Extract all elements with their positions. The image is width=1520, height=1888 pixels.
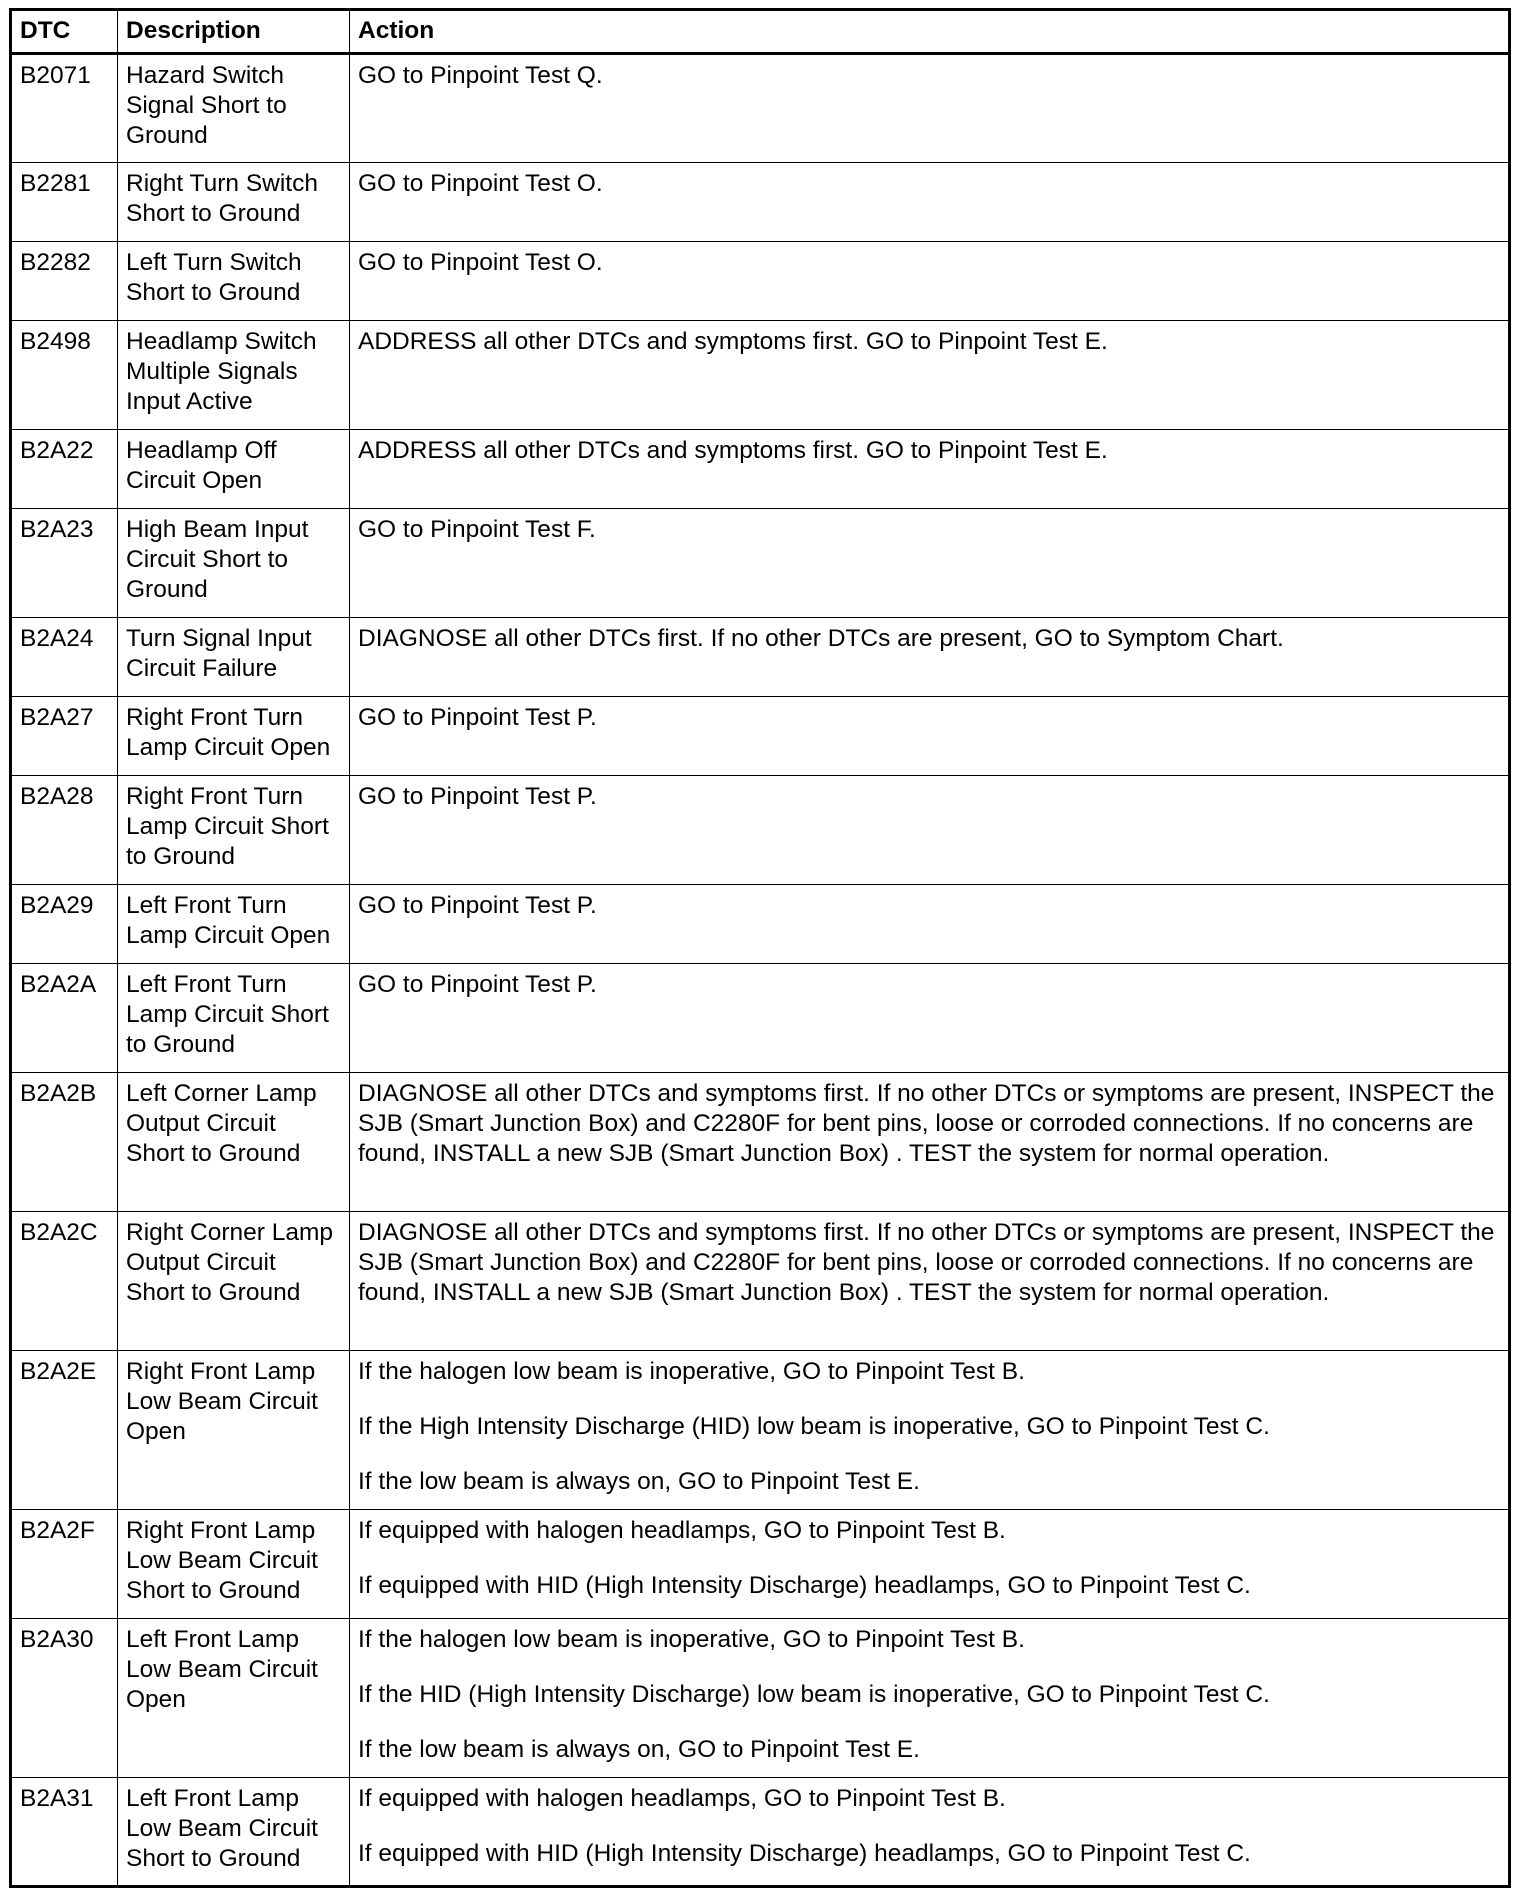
dtc-code: B2A27 — [11, 697, 118, 776]
action-text: If the low beam is always on, GO to Pinpoint Test E. — [358, 1736, 920, 1763]
table-row — [11, 697, 1510, 776]
dtc-action — [350, 776, 1510, 885]
action-text: GO to Pinpoint Test P. — [358, 704, 597, 731]
action-text: If equipped with halogen headlamps, GO to Pinpoint Test B. — [358, 1517, 1006, 1544]
dtc-description: Left Front Lamp Low Beam Circuit Short to Ground — [118, 1778, 350, 1887]
action-text: If equipped with HID (High Intensity Discharge) headlamps, GO to Pinpoint Test C. — [358, 1840, 1251, 1867]
action-text: If the halogen low beam is inoperative, GO to Pinpoint Test B. — [358, 1358, 1025, 1385]
dtc-action — [350, 1778, 1510, 1887]
table-row — [11, 430, 1510, 509]
dtc-action — [350, 1510, 1510, 1619]
dtc-description: Right Turn Switch Short to Ground — [118, 163, 350, 242]
action-text: GO to Pinpoint Test P. — [358, 971, 597, 998]
dtc-action — [350, 321, 1510, 430]
table-row — [11, 885, 1510, 964]
dtc-action — [350, 885, 1510, 964]
dtc-code: B2A31 — [11, 1778, 118, 1887]
table-row — [11, 54, 1510, 163]
dtc-description: Left Corner Lamp Output Circuit Short to Ground — [118, 1073, 350, 1212]
dtc-description: Right Front Lamp Low Beam Circuit Open — [118, 1351, 350, 1510]
dtc-action — [350, 242, 1510, 321]
dtc-code: B2A2E — [11, 1351, 118, 1510]
action-text: If equipped with HID (High Intensity Discharge) headlamps, GO to Pinpoint Test C. — [358, 1572, 1251, 1599]
dtc-action — [350, 1619, 1510, 1778]
dtc-action — [350, 964, 1510, 1073]
dtc-code: B2A28 — [11, 776, 118, 885]
dtc-action — [350, 509, 1510, 618]
action-text: DIAGNOSE all other DTCs first. If no other DTCs are present, GO to Symptom Chart. — [358, 625, 1284, 652]
table-row — [11, 618, 1510, 697]
action-text: GO to Pinpoint Test F. — [358, 516, 596, 543]
action-text: If the low beam is always on, GO to Pinpoint Test E. — [358, 1468, 920, 1495]
dtc-action — [350, 1073, 1510, 1212]
action-text: GO to Pinpoint Test Q. — [358, 62, 603, 89]
table-row — [11, 1351, 1510, 1510]
dtc-description: Turn Signal Input Circuit Failure — [118, 618, 350, 697]
dtc-code: B2A2B — [11, 1073, 118, 1212]
dtc-code: B2A23 — [11, 509, 118, 618]
table-row — [11, 1510, 1510, 1619]
dtc-code: B2A2A — [11, 964, 118, 1073]
action-text: If equipped with halogen headlamps, GO to Pinpoint Test B. — [358, 1785, 1006, 1812]
dtc-table — [9, 8, 1511, 1888]
table-row — [11, 1073, 1510, 1212]
dtc-action — [350, 163, 1510, 242]
dtc-description: Left Front Turn Lamp Circuit Open — [118, 885, 350, 964]
table-row — [11, 163, 1510, 242]
dtc-description: High Beam Input Circuit Short to Ground — [118, 509, 350, 618]
dtc-code: B2A2F — [11, 1510, 118, 1619]
dtc-code: B2A30 — [11, 1619, 118, 1778]
dtc-code: B2A2C — [11, 1212, 118, 1351]
dtc-description: Hazard Switch Signal Short to Ground — [118, 54, 350, 163]
dtc-code: B2282 — [11, 242, 118, 321]
table-row — [11, 1778, 1510, 1887]
dtc-description: Right Front Turn Lamp Circuit Short to Ground — [118, 776, 350, 885]
table-row — [11, 1212, 1510, 1351]
table-row — [11, 1619, 1510, 1778]
dtc-description: Left Front Turn Lamp Circuit Short to Ground — [118, 964, 350, 1073]
table-header-row — [11, 10, 1510, 54]
dtc-description: Right Front Turn Lamp Circuit Open — [118, 697, 350, 776]
table-row — [11, 509, 1510, 618]
dtc-action — [350, 1212, 1510, 1351]
dtc-description: Headlamp Switch Multiple Signals Input Active — [118, 321, 350, 430]
dtc-code: B2A24 — [11, 618, 118, 697]
dtc-description: Headlamp Off Circuit Open — [118, 430, 350, 509]
action-text: ADDRESS all other DTCs and symptoms first. GO to Pinpoint Test E. — [358, 437, 1108, 464]
action-text: DIAGNOSE all other DTCs and symptoms first. If no other DTCs or symptoms are present, INSPECT the SJB (Smart Junction Box) and C2280F for bent pins, loose or corroded connections. If no concerns are found, INSTALL a new SJB (Smart Junction Box) . TEST the system for normal operation. — [358, 1080, 1495, 1167]
action-text: GO to Pinpoint Test O. — [358, 170, 603, 197]
action-text: GO to Pinpoint Test O. — [358, 249, 603, 276]
dtc-action — [350, 1351, 1510, 1510]
dtc-action — [350, 618, 1510, 697]
dtc-action — [350, 430, 1510, 509]
dtc-description: Left Turn Switch Short to Ground — [118, 242, 350, 321]
table-row — [11, 964, 1510, 1073]
dtc-description: Right Corner Lamp Output Circuit Short to Ground — [118, 1212, 350, 1351]
dtc-action — [350, 697, 1510, 776]
dtc-code: B2A29 — [11, 885, 118, 964]
table-row — [11, 321, 1510, 430]
dtc-code: B2071 — [11, 54, 118, 163]
action-text: GO to Pinpoint Test P. — [358, 783, 597, 810]
dtc-code: B2A22 — [11, 430, 118, 509]
dtc-description: Left Front Lamp Low Beam Circuit Open — [118, 1619, 350, 1778]
action-text: ADDRESS all other DTCs and symptoms first. GO to Pinpoint Test E. — [358, 328, 1108, 355]
dtc-code: B2498 — [11, 321, 118, 430]
dtc-code: B2281 — [11, 163, 118, 242]
table-row — [11, 242, 1510, 321]
dtc-description: Right Front Lamp Low Beam Circuit Short to Ground — [118, 1510, 350, 1619]
table-row — [11, 776, 1510, 885]
action-text: If the High Intensity Discharge (HID) low beam is inoperative, GO to Pinpoint Test C. — [358, 1413, 1270, 1440]
header-description: Description — [118, 10, 350, 54]
action-text: GO to Pinpoint Test P. — [358, 892, 597, 919]
header-dtc: DTC — [11, 10, 118, 54]
dtc-action — [350, 54, 1510, 163]
action-text: DIAGNOSE all other DTCs and symptoms first. If no other DTCs or symptoms are present, INSPECT the SJB (Smart Junction Box) and C2280F for bent pins, loose or corroded connections. If no concerns are found, INSTALL a new SJB (Smart Junction Box) . TEST the system for normal operation. — [358, 1219, 1495, 1306]
action-text: If the halogen low beam is inoperative, GO to Pinpoint Test B. — [358, 1626, 1025, 1653]
action-text: If the HID (High Intensity Discharge) low beam is inoperative, GO to Pinpoint Test C. — [358, 1681, 1270, 1708]
header-action: Action — [350, 10, 1510, 54]
